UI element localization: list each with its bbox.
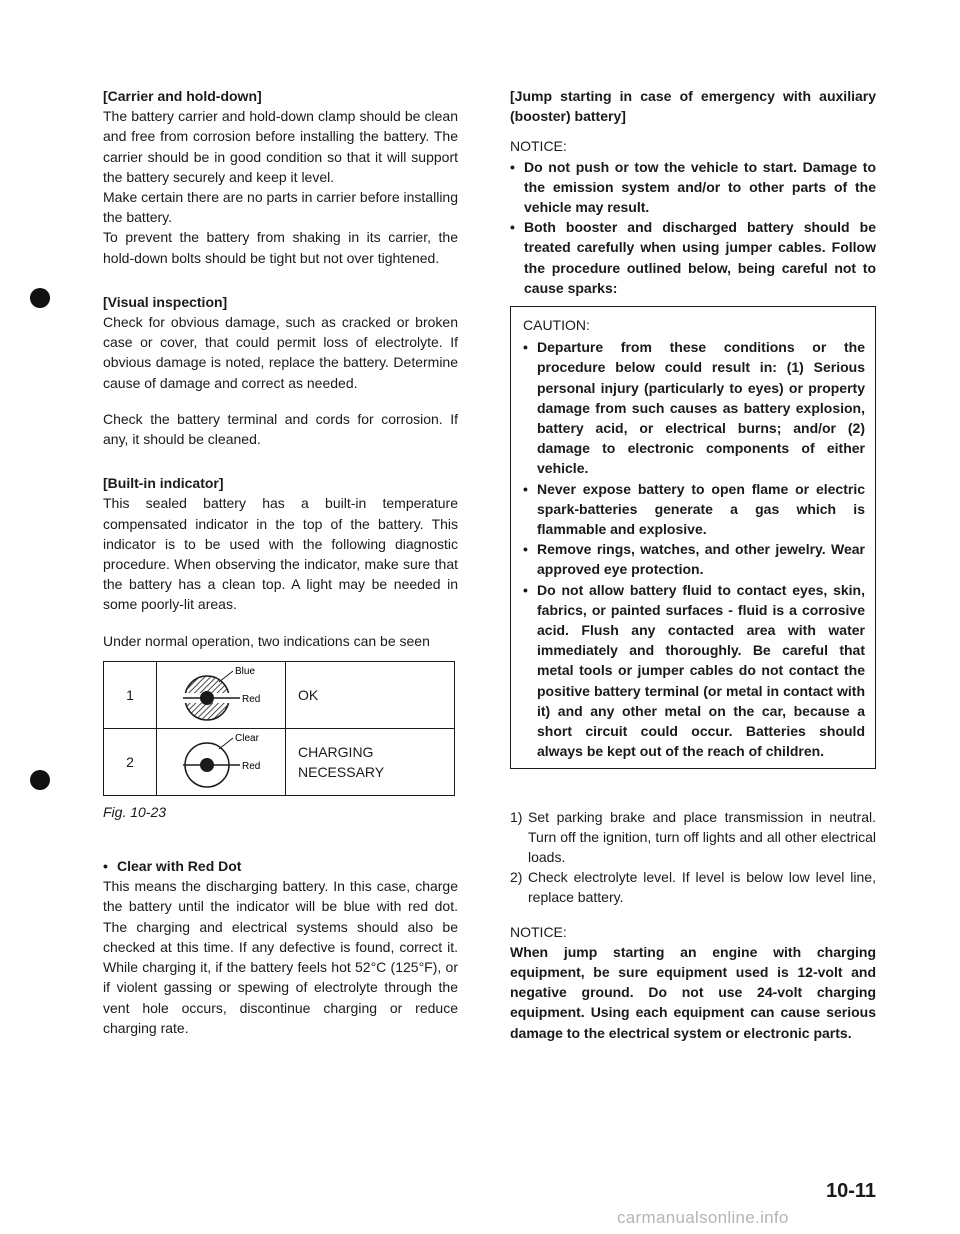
procedure-steps [510, 807, 876, 908]
row-2-dot-label: Red [242, 760, 261, 772]
bullet-dot: • [510, 158, 515, 175]
notice-2-label: NOTICE: [510, 923, 567, 940]
caution-bullet-2 [523, 479, 865, 540]
bullet-dot: • [523, 541, 528, 558]
row-2-result-line-2: NECESSARY [298, 763, 385, 780]
builtin-indicator-paragraph-2-wrap [103, 631, 458, 651]
caution-label: CAUTION: [523, 317, 590, 334]
bullet-dot: • [523, 480, 528, 497]
visual-inspection-paragraph-2: Check the battery terminal and cords for corrosion. If any, it should be cleaned. [103, 410, 458, 448]
row-2-result [286, 728, 455, 795]
carrier-paragraph-2: Make certain there are no parts in carrier before installing the battery. [103, 189, 458, 226]
row-1-result-line-1: OK [298, 686, 319, 703]
jump-start-heading: [Jump starting in case of emergency with auxiliary (booster) battery] [510, 88, 876, 125]
bullet-dot: • [523, 581, 528, 598]
visual-inspection-heading: [Visual inspection] [103, 293, 228, 310]
row-2-indicator-cell [157, 728, 286, 795]
caution-box [510, 306, 876, 768]
indicator-figure-table [103, 661, 455, 796]
procedure-step-2-text: Check electrolyte level. If level is below low level line, replace battery. [528, 869, 876, 906]
caution-bullet-4 [523, 580, 865, 762]
row-1-dot-label: Red [242, 693, 261, 705]
caution-bullet-3-text: Remove rings, watches, and other jewelry. Wear approved eye protection. [537, 541, 865, 578]
binding-hole-marker-bottom [30, 770, 50, 790]
watermark: carmanualsonline.info [617, 1208, 789, 1227]
bullet-dot: • [523, 339, 528, 356]
indicator-clear-red-icon [157, 729, 285, 795]
indicator-blue-red-icon [157, 662, 285, 728]
builtin-indicator-paragraph-1: This sealed battery has a built-in temperature compensated indicator in the top of the battery. This indicator is to be used with the following diagnostic procedure. When observing the indicator, make sure that the battery has a clean top. A light may be needed in some poorly-lit areas. [103, 495, 458, 613]
row-1-number: 1 [104, 661, 157, 728]
procedure-step-1 [510, 807, 876, 868]
bullet-dot: • [510, 219, 515, 236]
carrier-paragraph-1: The battery carrier and hold-down clamp should be clean and free from corrosion before installing the battery. The carrier should be in good condition so that it will support the battery securely and keep it level. [103, 108, 458, 185]
row-1-top-label: Blue [235, 665, 256, 677]
notice-bullet-2-text: Both booster and discharged battery should be treated carefully when using jumper cables. Follow the procedure outlined below, being careful not to cause sparks: [524, 219, 876, 296]
page-number: 10-11 [826, 1180, 877, 1202]
jump-start-heading-wrap [510, 86, 876, 126]
figure-caption: Fig. 10-23 [103, 803, 167, 820]
notice-bullet-2 [510, 217, 876, 298]
bullet-dot: • [103, 858, 108, 875]
clear-red-dot-heading-row [103, 856, 458, 876]
procedure-step-1-number: 1) [510, 808, 523, 825]
procedure-step-2-number: 2) [510, 869, 523, 886]
clear-red-dot-section [103, 856, 458, 1038]
caution-bullet-1 [523, 337, 865, 478]
caution-bullet-3 [523, 539, 865, 579]
builtin-indicator-paragraph-2: Under normal operation, two indications can be seen [103, 632, 430, 649]
procedure-step-2 [510, 867, 876, 907]
row-1-indicator-cell [157, 661, 286, 728]
indicator-row-1 [104, 661, 455, 728]
left-column [103, 86, 458, 1054]
builtin-indicator-heading: [Built-in indicator] [103, 475, 224, 492]
notice-2-section [510, 922, 876, 1043]
caution-bullet-2-text: Never expose battery to open flame or electric spark-batteries generate a gas which is flammable and explosive. [537, 480, 865, 538]
binding-hole-marker-top [30, 288, 50, 308]
visual-inspection-paragraph-1: Check for obvious damage, such as cracked or broken case or cover, that could permit loss of electrolyte. If obvious damage is noted, replace the battery. Determine cause of damage and correct as needed. [103, 314, 458, 391]
clear-red-dot-paragraph: This means the discharging battery. In this case, charge the battery until the indicator will be blue with red dot. The charging and electrical systems should also be checked at this time. If any defective is found, correct it. While charging it, if the battery feels hot 52°C (125°F), or if violent gassing or spewing of electrolyte through the vent hole occurs, discontinue charging or reduce charging rate. [103, 878, 458, 1036]
row-2-result-line-1: CHARGING [298, 743, 374, 760]
row-1-result [286, 661, 455, 728]
notice-section [510, 136, 876, 298]
carrier-heading: [Carrier and hold-down] [103, 88, 262, 104]
caution-bullet-4-text: Do not allow battery fluid to contact eyes, skin, fabrics, or painted surfaces - fluid is a corrosive acid. Flush any contacted area with water immediately and thoroughly. Be careful that metal tools or jumper cables do not contact the positive battery terminal (or metal in contact with it) and any other metal on the car, because a short circuit could occur. Batteries should always be kept out of the reach of children. [537, 581, 865, 760]
notice-bullet-1 [510, 157, 876, 218]
caution-bullet-1-text: Departure from these conditions or the procedure below could result in: (1) Serious personal injury (particularly to eyes) or property damage from such causes as battery explosion, battery acid, or electrical burns; and/or (2) damage to electronic components of either vehicle. [537, 339, 865, 477]
clear-red-dot-heading: Clear with Red Dot [117, 858, 242, 875]
notice-label: NOTICE: [510, 138, 567, 155]
row-2-top-label: Clear [235, 732, 259, 744]
carrier-section [103, 86, 458, 268]
right-column [510, 86, 876, 1043]
procedure-step-1-text: Set parking brake and place transmission in neutral. Turn off the ignition, turn off lights and all other electrical loads. [528, 808, 876, 865]
visual-inspection-paragraph-2-wrap [103, 409, 458, 449]
visual-inspection-section [103, 292, 458, 393]
carrier-paragraph-3: To prevent the battery from shaking in its carrier, the hold-down bolts should be tight but not over tightened. [103, 229, 458, 266]
notice-bullet-1-text: Do not push or tow the vehicle to start. Damage to the emission system and/or to other parts of the vehicle may result. [524, 158, 876, 216]
row-2-number: 2 [104, 728, 157, 795]
builtin-indicator-section [103, 473, 458, 614]
indicator-row-2 [104, 728, 455, 795]
notice-2-text: When jump starting an engine with charging equipment, be sure equipment used is 12-volt and negative ground. Do not use 24-volt charging equipment. Using each equipment can cause serious damage to the electrical system or electronic parts. [510, 943, 876, 1041]
